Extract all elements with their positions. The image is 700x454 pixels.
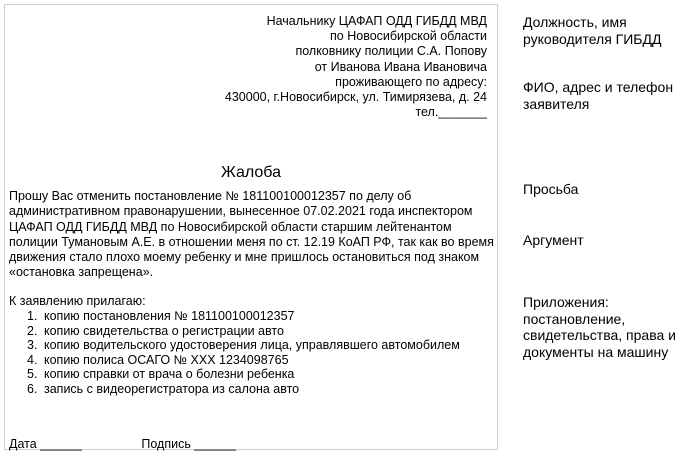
list-item-text: копию водительского удостоверения лица, управлявшего автомобилем <box>44 338 460 353</box>
list-item <box>27 382 460 397</box>
list-item-text: копию справки от врача о болезни ребенка <box>44 367 295 382</box>
list-item-number: 3. <box>27 338 38 353</box>
list-item <box>27 324 460 339</box>
document-title: Жалоба <box>221 164 281 181</box>
complaint-body: Прошу Вас отменить постановление № 181100100012357 по делу об административном правонарушении, вынесенное 07.02.2021 года инспектором ЦАФАП ОДД ГИБДД МВД по Новосибирской области старшим лейтенантом полиции Тумановым А.Е. в отношении меня по ст. 12.19 КоАП РФ, так как во время движения стало плохо моему ребенку и мне пришлось остановиться под знаком «остановка запрещена». <box>9 189 494 280</box>
header-line: от Иванова Ивана Ивановича <box>314 59 487 74</box>
annotation-request: Просьба <box>523 181 579 197</box>
annotation-head-official: Должность, имя руководителя ГИБДД <box>523 14 662 47</box>
addressee-block <box>225 14 487 120</box>
list-item-number: 6. <box>27 381 38 396</box>
list-item-number: 2. <box>27 323 38 338</box>
list-item <box>27 353 460 368</box>
header-line: 430000, г.Новосибирск, ул. Тимирязева, д. 24 <box>224 90 487 105</box>
list-item-text: копию свидетельства о регистрации авто <box>44 323 284 338</box>
complaint-document <box>4 4 498 450</box>
header-line: проживающего по адресу: <box>335 74 487 89</box>
header-line: Начальнику ЦАФАП ОДД ГИБДД МВД <box>266 14 487 28</box>
list-item <box>27 338 460 353</box>
list-item <box>27 309 460 324</box>
attachments-list <box>27 309 460 397</box>
header-line: тел._______ <box>415 105 487 120</box>
header-line: по Новосибирской области <box>330 29 487 44</box>
list-item-text: копию полиса ОСАГО № ХХХ 1234098765 <box>44 352 289 367</box>
signature-row <box>9 437 236 452</box>
attachments-intro: К заявлению прилагаю: <box>9 294 146 308</box>
annotation-attachments: Приложения: постановление, свидетельства, права и документы на машину <box>523 294 676 360</box>
annotation-applicant: ФИО, адрес и телефон заявителя <box>523 79 674 112</box>
date-field: Дата ______ <box>9 437 82 451</box>
list-item-number: 5. <box>27 367 38 382</box>
list-item <box>27 367 460 382</box>
list-item-number: 4. <box>27 352 38 367</box>
list-item-number: 1. <box>27 309 38 323</box>
list-item-text: копию постановления № 181100100012357 <box>44 309 295 323</box>
list-item-text: запись с видеорегистратора из салона авто <box>44 381 300 396</box>
signature-field: Подпись ______ <box>141 437 237 451</box>
annotation-argument: Аргумент <box>523 232 584 248</box>
header-line: полковнику полиции С.А. Попову <box>295 44 487 59</box>
